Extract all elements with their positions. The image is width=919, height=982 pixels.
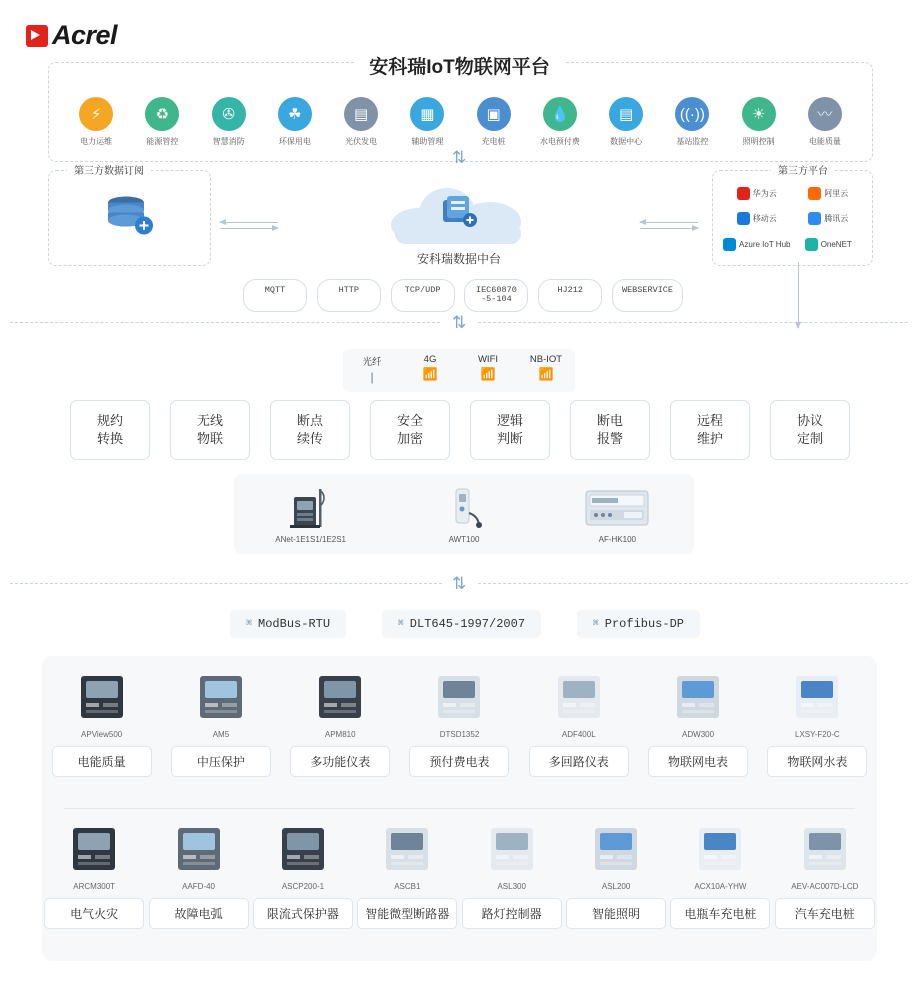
adf400l-icon [529,670,629,724]
cloud-provider-label: 移动云 [752,214,777,224]
platform-item[interactable] [196,97,262,147]
protocol-pill[interactable] [391,279,455,312]
platform-item-label: 数据中心 [610,137,643,146]
product-model: AM5 [212,730,230,739]
cloud-provider[interactable] [808,212,848,225]
platform-item-label: 智慧消防 [212,137,245,146]
product-card[interactable] [670,822,770,929]
apm810-icon [290,670,390,724]
product-model: ASCB1 [394,882,421,891]
platform-item[interactable] [394,97,460,147]
divider-left-2 [10,583,442,584]
feature-label: 定制 [796,431,823,446]
product-tag[interactable]: 中压保护 [171,746,271,777]
protocol-pill[interactable] [317,279,381,312]
link-icon: ⌘ [397,619,404,630]
feature-card[interactable] [570,400,650,460]
feature-card[interactable] [170,400,250,460]
product-card[interactable] [462,822,562,929]
platform-item[interactable] [63,97,129,147]
database-add-icon [102,194,158,243]
product-tag[interactable]: 汽车充电桩 [775,898,875,929]
feature-card[interactable] [270,400,350,460]
product-model: ADW300 [682,730,715,739]
dtsd1352-icon [409,670,509,724]
arrow-updown-platform: ⇅ [452,148,465,167]
product-tag[interactable]: 电瓶车充电桩 [670,898,770,929]
feature-label: 报警 [596,431,623,446]
ascb1-icon [357,822,457,876]
product-tag[interactable]: 限流式保护器 [253,898,353,929]
gateway-panel [234,474,694,554]
arrow-down-thirdparty [798,262,799,328]
protocol-pill-row [243,279,683,312]
azure-iot-hub-icon [723,238,736,251]
huawei-cloud-icon [737,187,750,200]
energy-control-icon: ♻ [145,97,179,131]
product-tag[interactable]: 智能微型断路器 [357,898,457,929]
gateway-item[interactable] [547,485,687,544]
platform-item[interactable] [527,97,593,147]
product-tag[interactable]: 路灯控制器 [462,898,562,929]
protocol-pill[interactable] [612,279,683,312]
subscription-title: 第三方数据订阅 [67,162,151,177]
arrow-updown-bus: ⇅ [452,574,465,593]
gateway-model: ANet-1E1S1/1E2S1 [275,534,347,544]
platform-item[interactable] [593,97,659,147]
network-type-row [343,354,575,383]
assist-manage-icon: ▦ [410,97,444,131]
product-row-1 [42,670,877,777]
cloud-provider[interactable] [737,212,777,225]
arrow-left-subscription [220,222,278,223]
wireless-transmitter-icon [394,485,534,531]
network-type-label: WIFI [477,354,499,365]
cloud-data-icon [439,194,479,230]
product-card[interactable] [566,822,666,929]
lighting-control-icon: ☀ [742,97,776,131]
feature-label: 判断 [496,431,523,446]
network-type-label: NB-IOT [529,354,563,365]
product-model: DTSD1352 [439,730,480,739]
product-model: ARCM300T [73,882,116,891]
platform-item-label: 照明控制 [742,137,775,146]
photovoltaic-icon: ▤ [344,97,378,131]
protocol-pill[interactable] [538,279,602,312]
feature-label: 远程 [696,413,723,429]
product-model: ASL200 [601,882,631,891]
protocol-label: HTTP [338,285,359,295]
product-model: AEV-AC007D-LCD [791,882,859,891]
platform-item-label: 电力运维 [80,137,113,146]
feature-label: 无线 [196,413,223,429]
gateway-item[interactable] [394,485,534,544]
network-type [345,354,399,383]
platform-item-label: 充电桩 [481,137,506,146]
product-card[interactable] [775,822,875,929]
gateway-device-icon [241,485,381,531]
feature-card[interactable] [670,400,750,460]
onenet-icon [805,238,818,251]
product-card[interactable] [290,670,390,777]
platform-item[interactable] [129,97,195,147]
fire-host-icon [547,485,687,531]
aliyun-icon [808,187,821,200]
gateway-item[interactable] [241,485,381,544]
protocol-label: WEBSERVICE [621,285,673,295]
platform-item-label: 能源管控 [146,137,179,146]
bus-protocol-label: DLT645-1997/2007 [409,617,526,631]
product-tag[interactable]: 电能质量 [52,746,152,777]
cloud-provider-label: 华为云 [752,189,777,199]
product-model: AAFD-40 [182,882,216,891]
prepaid-water-power-icon: 💧 [543,97,577,131]
product-tag[interactable]: 多功能仪表 [290,746,390,777]
product-model: APM810 [324,730,356,739]
gateway-model: AF-HK100 [598,534,636,544]
product-tag[interactable]: 预付费电表 [409,746,509,777]
product-card[interactable] [171,670,271,777]
feature-card[interactable] [370,400,450,460]
wifi-icon: 📶 [480,367,496,381]
power-ops-icon: ⚡ [79,97,113,131]
bus-protocol-pill[interactable] [577,610,700,638]
product-model: LXSY-F20-C [795,730,840,739]
tencent-cloud-icon [808,212,821,225]
data-center-label: 安科瑞数据中台 [416,252,501,266]
platform-item-label: 环保用电 [278,137,311,146]
cloud-provider-label: OneNET [820,239,852,249]
cloud-provider[interactable] [808,187,848,200]
product-model: APView500 [81,730,123,739]
divider-right-1 [478,322,908,323]
product-card[interactable] [767,670,867,777]
platform-item[interactable] [726,97,792,147]
china-mobile-cloud-icon [737,212,750,225]
network-type [461,354,515,383]
network-type-label: 光纤 [362,357,382,368]
third-party-title: 第三方平台 [771,162,835,177]
feature-label: 续传 [296,431,323,446]
cloud-provider-label: 腾讯云 [824,214,849,224]
platform-item[interactable] [461,97,527,147]
arcm300t-icon [44,822,144,876]
aafd-40-icon [149,822,249,876]
feature-label: 物联 [196,431,223,446]
product-card[interactable] [529,670,629,777]
fiber-icon: | [370,370,374,384]
wifi-icon: 📶 [538,367,554,381]
product-tag[interactable]: 电气火灾 [44,898,144,929]
feature-label: 逻辑 [496,413,523,429]
power-quality-icon: 〰 [808,97,842,131]
gateway-model: AWT100 [448,534,480,544]
link-icon: ⌘ [246,619,253,630]
cloud-provider[interactable] [723,238,790,251]
product-card[interactable] [44,822,144,929]
feature-label: 断点 [296,413,323,429]
lxsy-f20-c-icon [767,670,867,724]
third-party-platform-panel [712,166,873,266]
cloud-provider[interactable] [737,187,777,200]
product-card[interactable] [52,670,152,777]
feature-card[interactable] [470,400,550,460]
acx10a-yhw-icon [670,822,770,876]
product-card[interactable] [149,822,249,929]
bus-protocol-label: ModBus-RTU [258,617,331,631]
platform-icon-row [49,97,872,147]
platform-item-label: 电能质量 [808,137,841,146]
eco-power-icon: ☘ [278,97,312,131]
bus-protocol-pill[interactable] [230,610,346,638]
product-tag[interactable]: 智能照明 [566,898,666,929]
product-tag[interactable]: 多回路仪表 [529,746,629,777]
product-card[interactable] [409,670,509,777]
cloud-provider-grid [721,181,864,257]
charging-pile-icon: ▣ [477,97,511,131]
product-model: ASL300 [497,882,526,891]
protocol-label: IEC60870 [475,285,517,295]
link-icon: ⌘ [592,619,599,630]
brand-name: Acrel [52,20,118,50]
divider-left-1 [10,322,440,323]
cloud-provider-label: 阿里云 [824,189,849,199]
feature-label: 维护 [696,431,723,446]
feature-card[interactable] [770,400,850,460]
product-model: ADF400L [561,730,596,739]
protocol-pill[interactable] [464,279,528,312]
ascp200-1-icon [253,822,353,876]
network-type-panel [343,349,575,392]
page-title: 安科瑞IoT物联网平台 [355,52,564,79]
feature-label: 规约 [96,413,123,429]
cloud-provider-label: Azure IoT Hub [739,239,791,249]
platform-item[interactable] [262,97,328,147]
platform-item-label: 辅助管理 [411,137,444,146]
network-type-label: 4G [423,354,437,365]
arrow-updown-protocols: ⇅ [452,313,465,332]
feature-label: 加密 [396,431,423,446]
asl300-icon [462,822,562,876]
platform-item-label: 基站监控 [676,137,709,146]
feature-label: 协议 [796,413,823,429]
aev-ac007d-lcd-icon [775,822,875,876]
product-model: ACX10A-YHW [694,882,747,891]
platform-item[interactable] [659,97,725,147]
bus-protocol-label: Profibus-DP [604,617,684,631]
protocol-label: -5-104 [481,294,512,305]
protocol-pill[interactable] [243,279,307,312]
cloud-shape [385,180,533,246]
platform-item[interactable] [792,97,858,147]
feature-row [70,400,850,460]
platform-item-label: 水电预付费 [539,137,580,146]
product-tag[interactable]: 物联网电表 [648,746,748,777]
product-tag[interactable]: 故障电弧 [149,898,249,929]
acrel-logo-icon [26,25,48,47]
third-party-subscription-panel [48,166,211,266]
feature-label: 安全 [396,413,423,429]
product-card[interactable] [253,822,353,929]
bus-protocol-row [230,610,700,638]
feature-label: 转换 [96,431,123,446]
product-tag[interactable]: 物联网水表 [767,746,867,777]
product-row-2 [42,822,877,929]
arrow-left-thirdparty [640,222,698,223]
arrow-right-subscription [220,228,278,229]
feature-label: 断电 [596,413,623,429]
network-type [519,354,573,383]
brand-logo [26,20,117,51]
platform-item[interactable] [328,97,394,147]
arrow-right-thirdparty [640,228,698,229]
bus-protocol-pill[interactable] [382,610,541,638]
product-card[interactable] [648,670,748,777]
smart-fire-icon: ✇ [212,97,246,131]
network-type [403,354,457,383]
apview500-icon [52,670,152,724]
product-divider [64,808,855,809]
base-station-icon: ((·)) [675,97,709,131]
divider-right-2 [478,583,908,584]
cloud-provider[interactable] [805,238,852,251]
product-card[interactable] [357,822,457,929]
data-center-icon: ▤ [609,97,643,131]
protocol-label: TCP/UDP [404,285,441,295]
am5-icon [171,670,271,724]
feature-card[interactable] [70,400,150,460]
product-panel [42,656,877,961]
product-model: ASCP200-1 [281,882,325,891]
adw300-icon [648,670,748,724]
protocol-label: MQTT [264,285,286,295]
wifi-icon: 📶 [422,367,438,381]
platform-item-label: 光伏发电 [345,137,378,146]
protocol-label: HJ212 [557,285,583,295]
data-center-node [383,180,535,267]
asl200-icon [566,822,666,876]
